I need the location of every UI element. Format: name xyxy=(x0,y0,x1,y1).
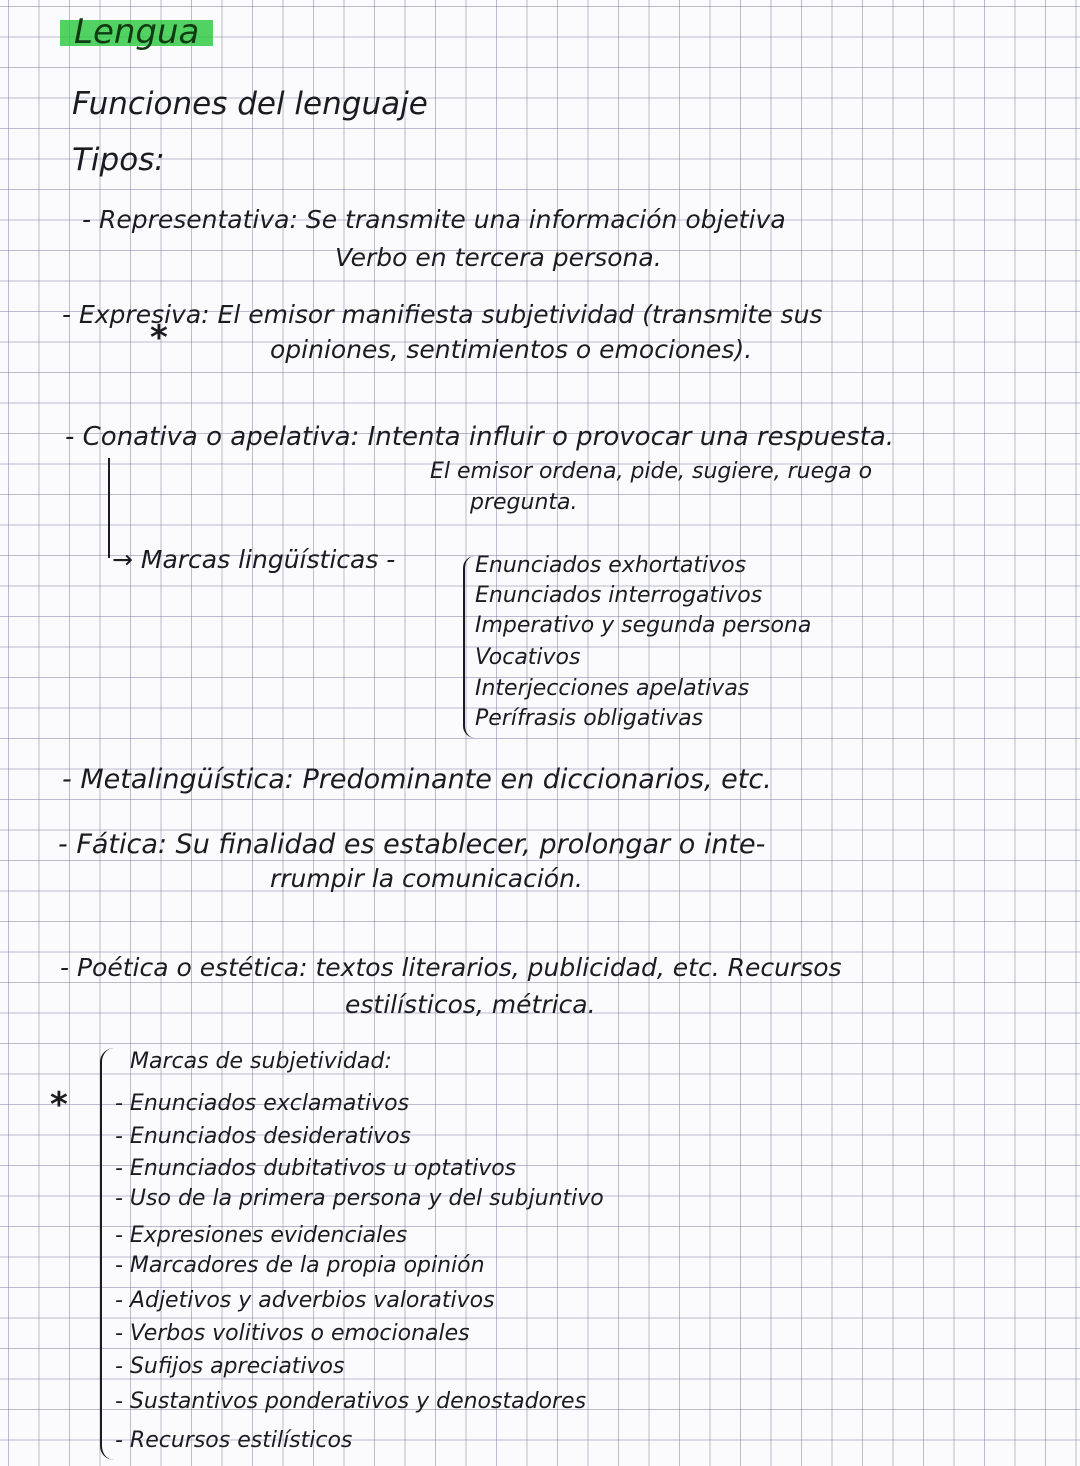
poetica-line1: - Poética o estética: textos literarios, publicidad, etc. Recursos xyxy=(60,953,842,982)
poetica-line2: estilísticos, métrica. xyxy=(345,990,596,1019)
representativa-line2: Verbo en tercera persona. xyxy=(335,243,662,272)
list-item: Imperativo y segunda persona xyxy=(475,613,812,638)
conativa-line2: El emisor ordena, pide, sugiere, ruega o xyxy=(430,459,873,484)
arrow-connector xyxy=(108,458,110,558)
heading: Funciones del lenguaje xyxy=(72,86,428,122)
subjetividad-heading: Marcas de subjetividad: xyxy=(130,1049,392,1074)
list-item: - Recursos estilísticos xyxy=(115,1428,353,1453)
list-item: - Enunciados desiderativos xyxy=(115,1124,412,1149)
fatica-line2: rrumpir la comunicación. xyxy=(270,864,583,893)
list-item: - Enunciados dubitativos u optativos xyxy=(115,1156,517,1181)
metalinguistica: - Metalingüística: Predominante en diccionarios, etc. xyxy=(62,764,772,795)
representativa-line1: - Representativa: Se transmite una información objetiva xyxy=(82,205,786,234)
marcas-linguisticas-label: → Marcas lingüísticas - xyxy=(112,545,396,574)
list-item: - Verbos volitivos o emocionales xyxy=(115,1321,470,1346)
list-item: - Marcadores de la propia opinión xyxy=(115,1253,485,1278)
list-item: Perífrasis obligativas xyxy=(475,706,704,731)
list-item: - Uso de la primera persona y del subjuntivo xyxy=(115,1186,604,1211)
expresiva-line1: - Expresiva: El emisor manifiesta subjetividad (transmite sus xyxy=(62,300,823,329)
list-item: Enunciados interrogativos xyxy=(475,583,763,608)
list-item: Vocativos xyxy=(475,645,581,670)
fatica-line1: - Fática: Su finalidad es establecer, prolongar o inte- xyxy=(58,829,766,860)
list-item: - Adjetivos y adverbios valorativos xyxy=(115,1288,495,1313)
conativa-line1: - Conativa o apelativa: Intenta influir o provocar una respuesta. xyxy=(65,422,895,452)
list-item: - Sustantivos ponderativos y denostadores xyxy=(115,1389,587,1414)
list-item: - Enunciados exclamativos xyxy=(115,1091,410,1116)
list-item: Interjecciones apelativas xyxy=(475,676,750,701)
conativa-line3: pregunta. xyxy=(470,490,578,515)
list-item: - Expresiones evidenciales xyxy=(115,1223,408,1248)
expresiva-line2: opiniones, sentimientos o emociones). xyxy=(270,335,753,364)
brace xyxy=(463,556,475,738)
asterisk-icon: * xyxy=(150,318,168,358)
asterisk-icon: * xyxy=(50,1085,68,1125)
page-title-highlighted: Lengua xyxy=(60,12,213,52)
list-item: - Sufijos apreciativos xyxy=(115,1354,345,1379)
brace xyxy=(100,1048,114,1460)
list-item: Enunciados exhortativos xyxy=(475,553,747,578)
subheading: Tipos: xyxy=(72,142,165,178)
